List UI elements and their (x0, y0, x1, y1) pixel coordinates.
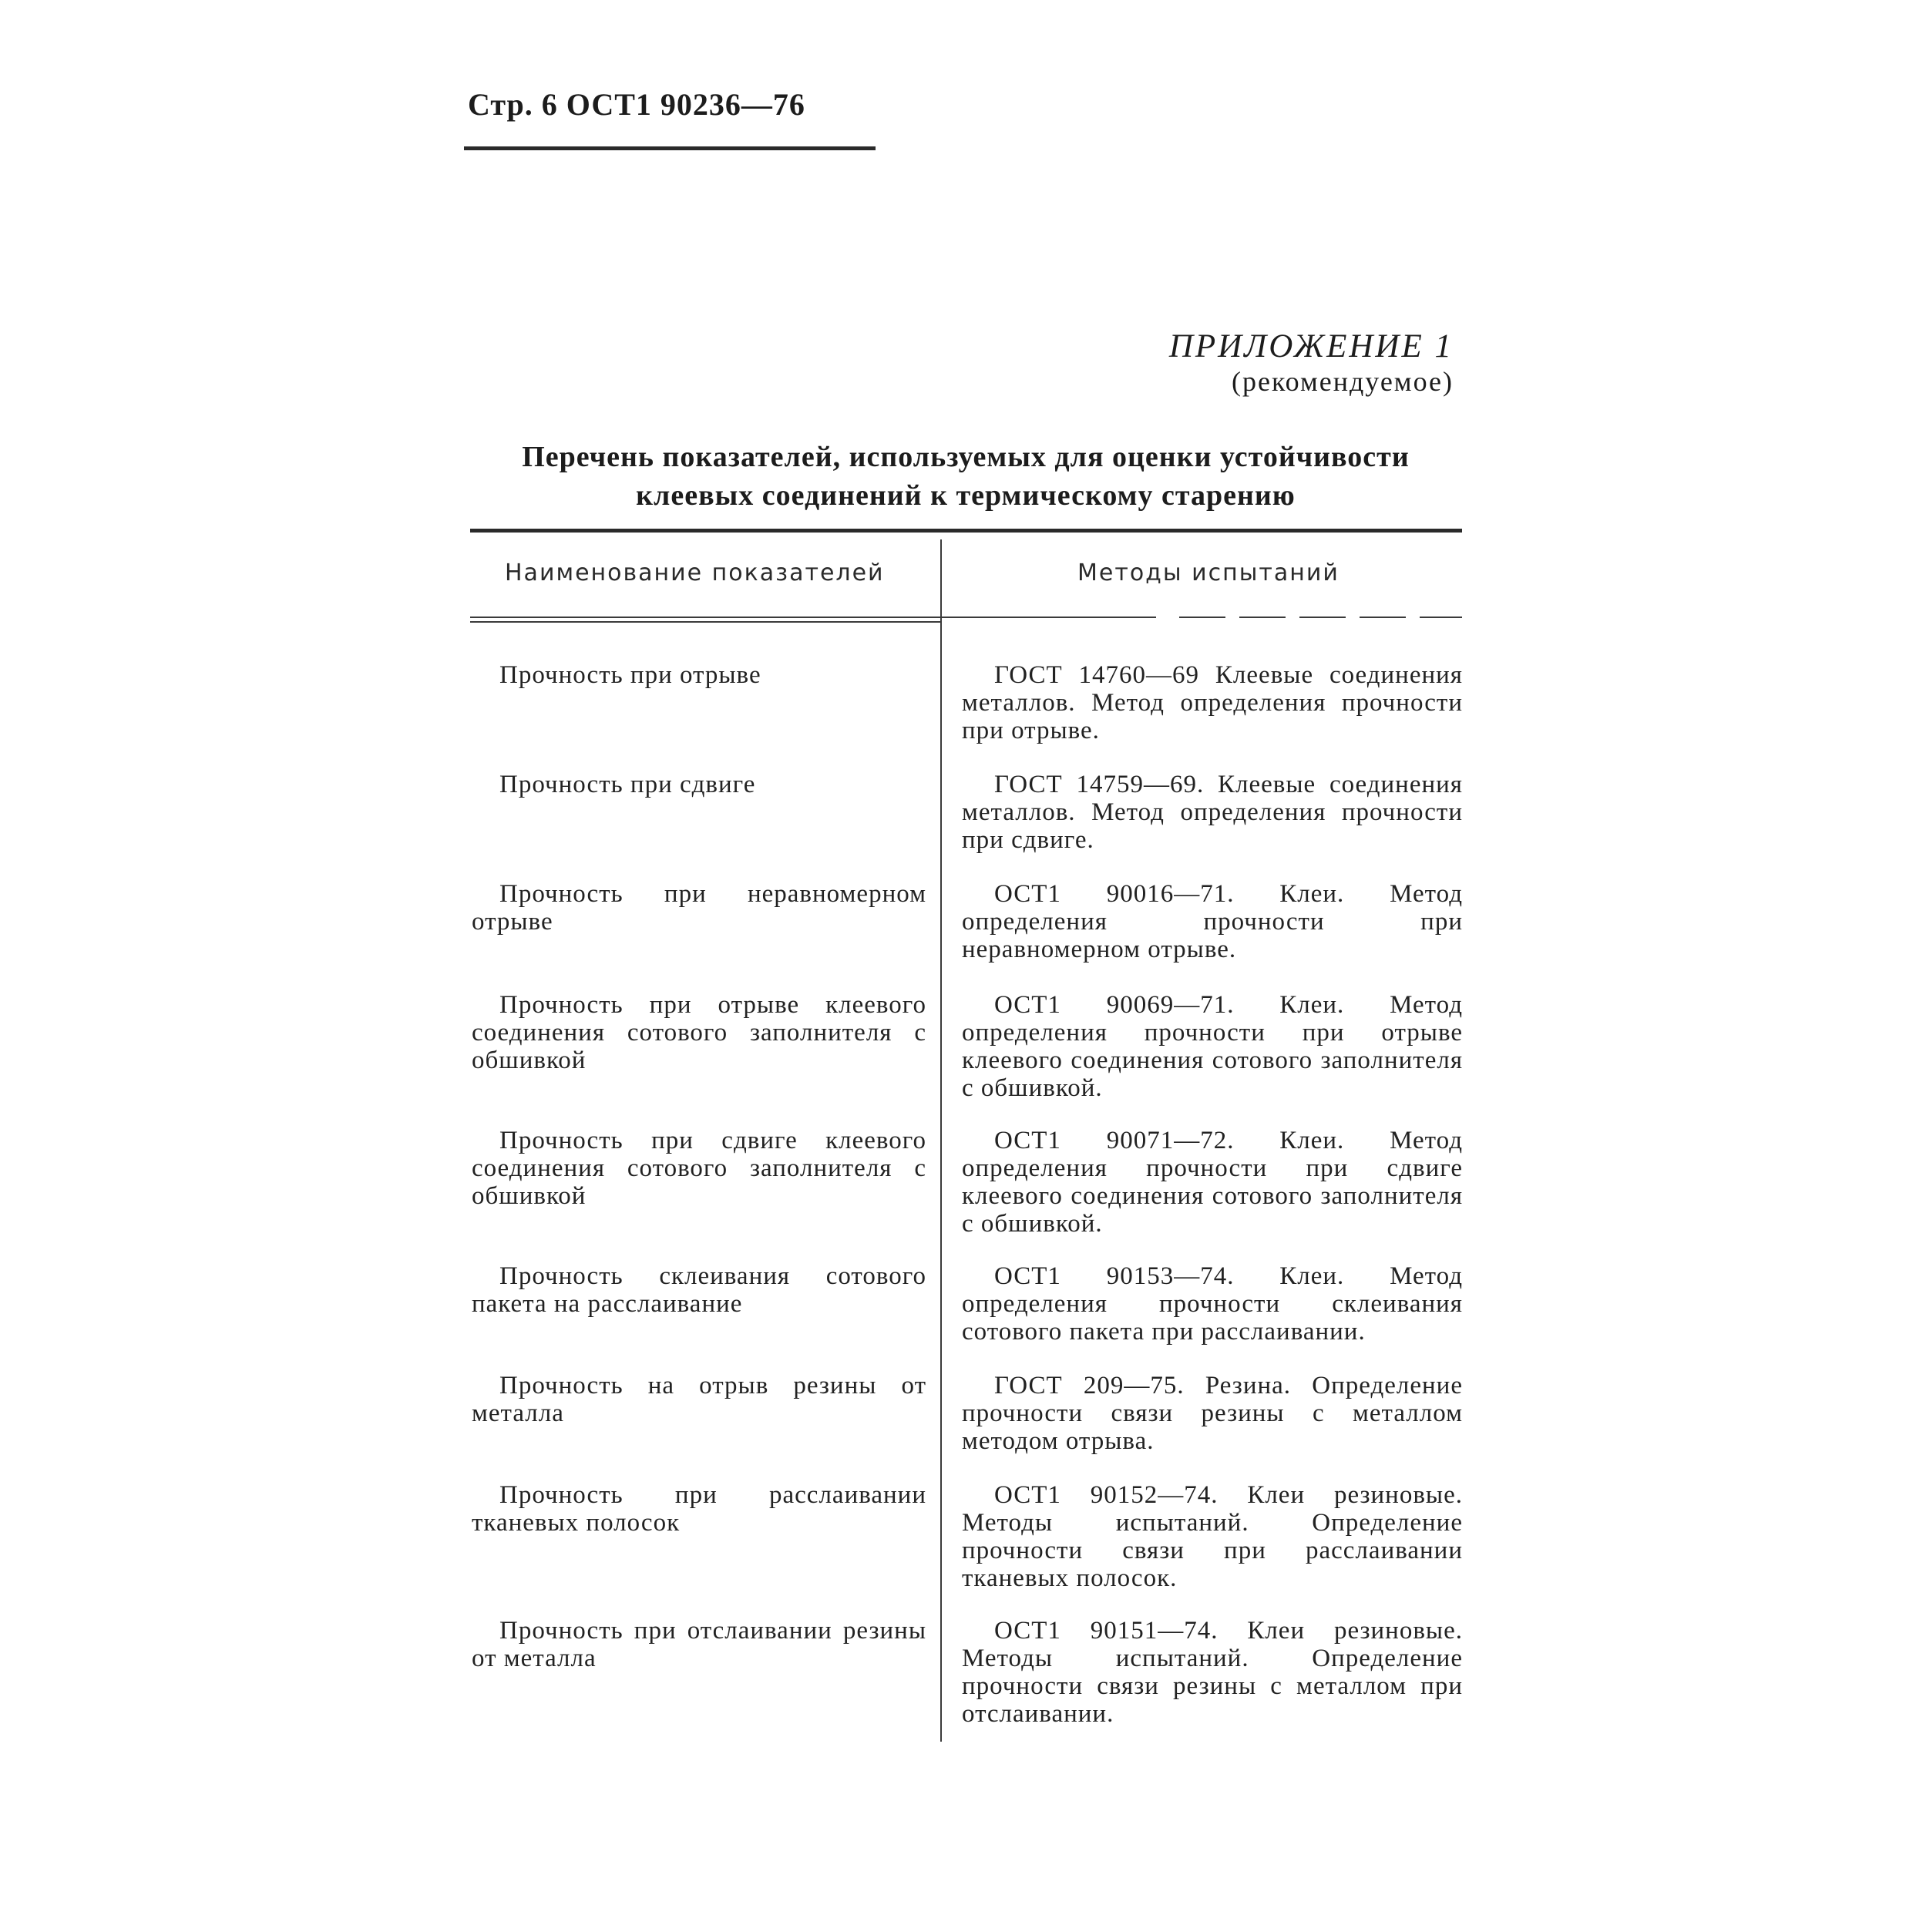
row-9-method: ОСТ1 90151—74. Клеи резиновые. Методы испытаний. Определение прочности связи резины с металлом при отслаивании. (962, 1617, 1463, 1728)
page-header: Стр. 6 ОСТ1 90236—76 (468, 87, 805, 122)
header-indicator: Наименование показателей (505, 559, 885, 586)
column-divider (940, 539, 942, 1742)
row-7-method: ГОСТ 209—75. Резина. Определение прочности связи резины с металлом методом отрыва. (962, 1372, 1463, 1455)
row-4-method: ОСТ1 90069—71. Клеи. Метод определения прочности при отрыве клеевого соединения сотового заполнителя с обшивкой. (962, 991, 1463, 1102)
row-3-indicator: Прочность при неравномерном отрыве (472, 880, 926, 936)
row-9-indicator: Прочность при отслаивании резины от металла (472, 1617, 926, 1672)
row-8-indicator: Прочность при расслаивании тканевых полосок (472, 1481, 926, 1537)
row-3-method: ОСТ1 90016—71. Клеи. Метод определения прочности при неравномерном отрыве. (962, 880, 1463, 963)
row-2-method: ГОСТ 14759—69. Клеевые соединения металлов. Метод определения прочности при сдвиге. (962, 771, 1463, 854)
header-bottom-rule (470, 621, 940, 623)
row-8-method: ОСТ1 90152—74. Клеи резиновые. Методы испытаний. Определение прочности связи при расслаивании тканевых полосок. (962, 1481, 1463, 1592)
row-5-indicator: Прочность при сдвиге клеевого соединения сотового заполнителя с обшивкой (472, 1127, 926, 1210)
row-4-indicator: Прочность при отрыве клеевого соединения сотового заполнителя с обшивкой (472, 991, 926, 1074)
appendix-title: ПРИЛОЖЕНИЕ 1 (1168, 328, 1454, 365)
appendix-subtitle: (рекомендуемое) (1232, 366, 1454, 397)
row-6-method: ОСТ1 90153—74. Клеи. Метод определения прочности склеивания сотового пакета при расслаивании. (962, 1262, 1463, 1346)
row-1-method: ГОСТ 14760—69 Клеевые соединения металлов. Метод определения прочности при отрыве. (962, 661, 1463, 744)
header-rule (464, 146, 876, 150)
title-rule (470, 529, 1462, 533)
document-title: Перечень показателей, используемых для оценки устойчивости клеевых соединений к термическому старению (522, 441, 1410, 512)
row-1-indicator: Прочность при отрыве (499, 661, 761, 689)
header-rule-right (1179, 617, 1462, 618)
row-5-method: ОСТ1 90071—72. Клеи. Метод определения прочности при сдвиге клеевого соединения сотового заполнителя с обшивкой. (962, 1127, 1463, 1238)
header-rule-left (470, 617, 1156, 618)
row-2-indicator: Прочность при сдвиге (499, 771, 756, 798)
row-6-indicator: Прочность склеивания сотового пакета на расслаивание (472, 1262, 926, 1318)
header-method: Методы испытаний (1077, 559, 1340, 586)
row-7-indicator: Прочность на отрыв резины от металла (472, 1372, 926, 1427)
